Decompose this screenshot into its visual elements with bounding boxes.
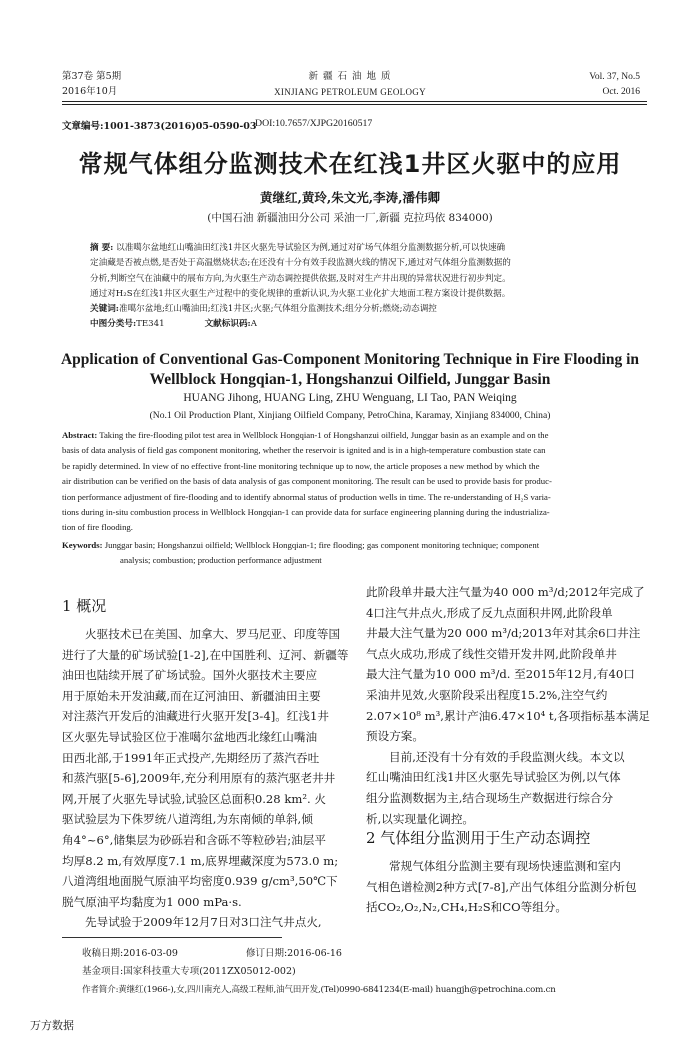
section-2-body <box>366 856 649 918</box>
authors-en: HUANG Jihong, HUANG Ling, ZHU Wenguang, LI Tao, PAN Weiqing <box>183 392 517 404</box>
abstract-en-line: basis of data analysis of field gas component monitoring, whether the reservoir is ignited and is in a high-temperature combustion state can <box>62 445 546 456</box>
body-line: 2.07×10⁸ m³,累计产油6.47×10⁴ t,各项指标基本满足 <box>366 708 651 723</box>
author-bio: 作者简介:黄继红(1966-),女,四川南充人,高级工程师,油气田开发,(Tel)0990-6841234(E-mail) huangjh@petrochina.com.cn <box>82 985 556 995</box>
body-line: 八道湾组地面脱气原油平均密度0.939 g/cm³,50℃下 <box>62 874 338 889</box>
body-line: 角4°~6°,储集层为砂砾岩和含砾不等粒砂岩;油层平 <box>62 832 326 847</box>
title-en-line-1: Application of Conventional Gas-Component Monitoring Technique in Fire Flooding in <box>60 351 640 368</box>
body-line: 网,开展了火驱先导试验,试验区总面积0.28 km². 火 <box>62 791 327 806</box>
footnote <box>82 945 556 999</box>
body-line: 常规气体组分监测主要有现场快速监测和室内 <box>389 859 621 873</box>
fund-info: 基金项目:国家科技重大专项(2011ZX05012-002) <box>82 966 296 977</box>
keywords-en-label: Keywords: <box>62 539 103 550</box>
body-line: 区火驱先导试验区位于准噶尔盆地西北缘红山嘴油 <box>62 729 318 744</box>
footnote-rule <box>62 937 282 938</box>
abstract-cn-line: 定油藏是否被点燃,是否处于高温燃烧状态;在还没有十分有效手段监测火线的情况下,通过对气体组分监测数据的 <box>90 258 511 269</box>
body-line: 括CO₂,O₂,N₂,CH₄,H₂S和CO等组分。 <box>366 900 567 915</box>
abstract-cn-label: 摘 要: <box>90 243 114 253</box>
authors-cn: 黄继红,黄玲,朱文光,李涛,潘伟卿 <box>260 190 440 205</box>
doi: DOI:10.7657/XJPG20160517 <box>255 118 373 129</box>
header-rule-bottom <box>62 104 647 105</box>
body-line: 井最大注气量为20 000 m³/d;2013年对其余6口井注 <box>366 626 641 641</box>
section-1-heading: 1 概况 <box>62 597 107 615</box>
doc-code-label: 文献标识码: <box>204 319 251 330</box>
abstract-en-line: tion of fire flooding. <box>62 522 133 533</box>
section-2-heading: 2 气体组分监测用于生产动态调控 <box>366 829 591 847</box>
header-rule-top <box>62 101 647 102</box>
body-line: 进行了大量的矿场试验[1-2],在中国胜利、辽河、新疆等 <box>62 647 349 662</box>
clc-label: 中图分类号: <box>90 319 137 330</box>
watermark: 万方数据 <box>30 1019 74 1032</box>
body-line: 目前,还没有十分有效的手段监测火线。本文以 <box>389 749 625 764</box>
header-journal-cn: 新 疆 石 油 地 质 <box>308 71 392 82</box>
keywords-en-line-2: analysis; combustion; production performance adjustment <box>120 555 322 566</box>
revised-date: 修订日期:2016-06-16 <box>245 948 342 959</box>
body-line: 用于原始未开发油藏,而在辽河油田、新疆油田主要 <box>62 688 321 703</box>
abstract-en <box>62 428 647 569</box>
abstract-en-label: Abstract: <box>62 430 98 440</box>
affiliation-en: (No.1 Oil Production Plant, Xinjiang Oilfield Company, PetroChina, Karamay, Xinjiang 834000, China) <box>149 410 551 421</box>
received-date: 收稿日期:2016-03-09 <box>82 948 178 959</box>
body-line: 气相色谱检测2种方式[7-8],产出气体组分监测分析包 <box>366 879 637 894</box>
body-line: 析,以实现量化调控。 <box>366 811 475 826</box>
abstract-cn <box>90 241 620 333</box>
body-line: 火驱技术已在美国、加拿大、罗马尼亚、印度等国 <box>85 627 341 641</box>
body-line: 对注蒸汽开发后的油藏进行火驱开发[3-4]。红浅1井 <box>62 709 329 724</box>
body-line: 采油井见效,火驱阶段采出程度15.2%,注空气约 <box>366 687 608 702</box>
header-vol-issue-en: Vol. 37, No.5 <box>589 72 640 82</box>
article-number: 文章编号:1001-3873(2016)05-0590-03 <box>62 121 257 132</box>
header-vol-issue-cn: 第37卷 第5期 <box>62 71 122 82</box>
body-line: 先导试验于2009年12月7日对3口注气井点火, <box>85 915 322 930</box>
abstract-en-line: tion performance adjustment of fire-flooding and to identify abnormal status of production wells in time. The re-understanding of H₂S varia- <box>62 491 551 502</box>
abstract-cn-line: 分析,判断空气在油藏中的展布方向,为火驱生产动态调控提供依据,及时对生产井出现的异常状况进行初步判定。 <box>90 273 511 284</box>
doc-code-value: A <box>250 319 257 330</box>
body-line: 最大注气量为10 000 m³/d. 至2015年12月,有40口 <box>366 667 635 682</box>
abstract-en-line: tions during in-situ combustion process in Wellblock Hongqian-1 can provide data for surface engineering planning during the industrializa- <box>62 507 550 518</box>
header-date-en: Oct. 2016 <box>602 87 640 97</box>
title-cn: 常规气体组分监测技术在红浅1井区火驱中的应用 <box>78 150 622 178</box>
right-column-body <box>366 582 649 829</box>
header-journal-en: XINJIANG PETROLEUM GEOLOGY <box>274 87 426 97</box>
abstract-cn-line: 以准噶尔盆地红山嘴油田红浅1井区火驱先导试验区为例,通过对矿场气体组分监测数据分析,可以快速确 <box>116 243 506 253</box>
body-line: 红山嘴油田红浅1井区火驱先导试验区为例,以气体 <box>366 770 621 785</box>
body-line: 预设方案。 <box>366 729 424 744</box>
body-line: 气点火成功,形成了线性交错开发井网,此阶段单井 <box>366 646 617 661</box>
body-line: 组分监测数据为主,结合现场生产数据进行综合分 <box>366 790 614 805</box>
keywords-cn-label: 关键词: <box>90 304 119 315</box>
header-date-cn: 2016年10月 <box>62 86 118 97</box>
keywords-en-line-1: Junggar basin; Hongshanzui oilfield; Wellblock Hongqian-1; fire flooding; gas component monitoring technique; component <box>104 539 540 550</box>
abstract-en-line: Taking the fire-flooding pilot test area in Wellblock Hongqian-1 of Hongshanzui oilfield, Junggar basin as an example and on the <box>99 430 549 440</box>
affiliation-cn: (中国石油 新疆油田分公司 采油一厂,新疆 克拉玛依 834000) <box>207 212 493 224</box>
body-line: 驱试验层为下侏罗统八道湾组,为东南倾的单斜,倾 <box>62 812 313 827</box>
abstract-en-line: be rapidly determined. In view of no effective front-line monitoring technique up to now, the article proposes a new method by which the <box>62 460 540 471</box>
keywords-cn: 准噶尔盆地;红山嘴油田;红浅1井区;火驱;气体组分监测技术;组分分析;燃烧;动态调控 <box>118 304 437 315</box>
body-line: 和蒸汽驱[5-6],2009年,充分利用原有的蒸汽驱老井井 <box>62 771 336 786</box>
clc-value: TE341 <box>136 319 165 330</box>
body-line: 田西北部,于1991年正式投产,先期经历了蒸汽吞吐 <box>62 750 320 765</box>
title-en-line-2: Wellblock Hongqian-1, Hongshanzui Oilfield, Junggar Basin <box>149 371 551 388</box>
abstract-cn-line: 通过对H₂S在红浅1井区火驱生产过程中的变化规律的重新认识,为火驱工业化扩大地面工程方案设计提供数据。 <box>90 288 511 299</box>
section-1-body <box>62 624 349 933</box>
body-line: 4口注气井点火,形成了反九点面积井网,此阶段单 <box>366 605 613 620</box>
abstract-en-line: air distribution can be verified on the basis of data analysis of gas component monitoring. The result can be used to provide basis for produc- <box>62 476 552 487</box>
body-line: 此阶段单井最大注气量为40 000 m³/d;2012年完成了 <box>366 585 645 599</box>
body-line: 油田也陆续开展了矿场试验。国外火驱技术主要应 <box>62 668 318 683</box>
body-line: 均厚8.2 m,有效厚度7.1 m,底界埋藏深度为573.0 m; <box>62 853 339 868</box>
body-line: 脱气原油平均黏度为1 000 mPa·s. <box>62 894 242 909</box>
